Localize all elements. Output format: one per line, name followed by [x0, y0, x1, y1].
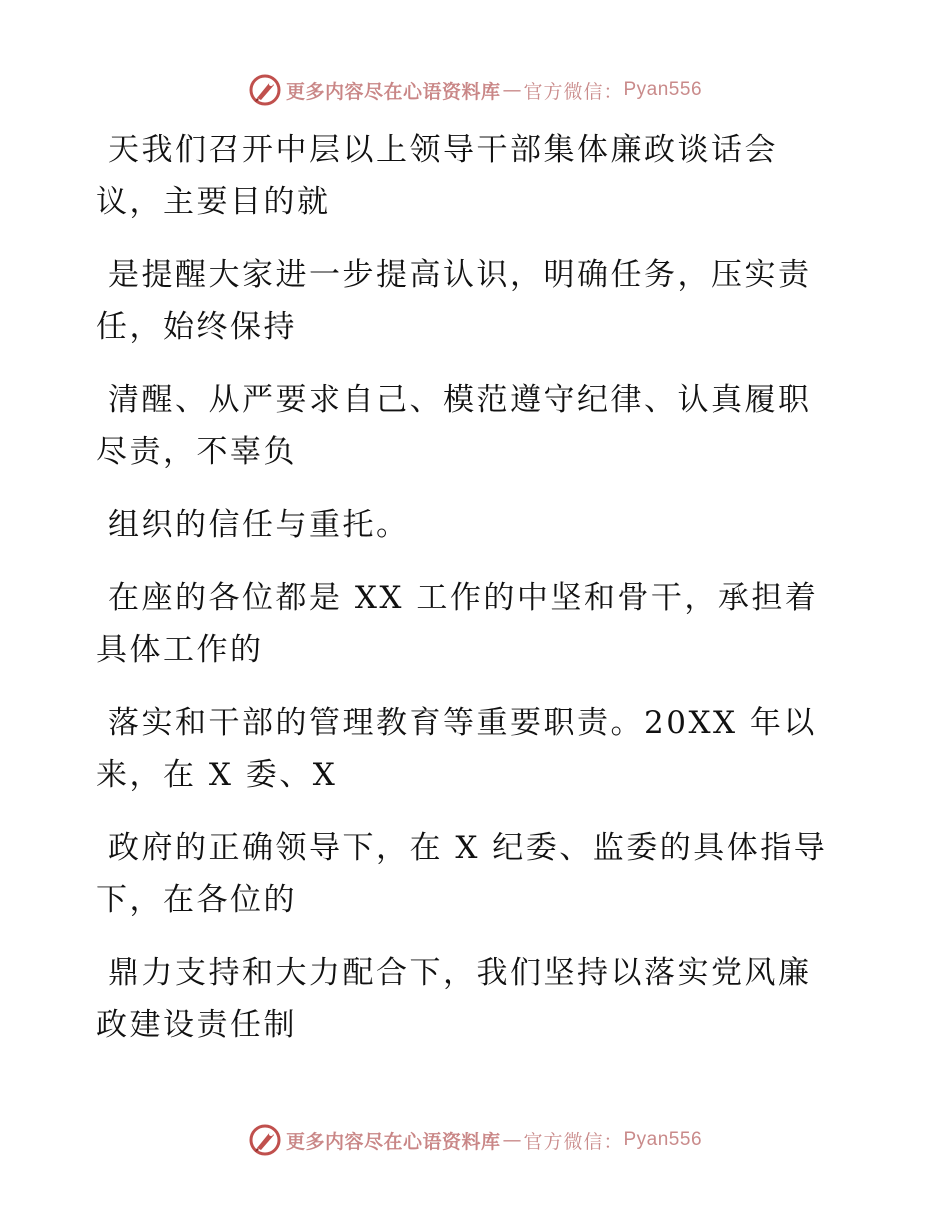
pen-logo-icon [248, 1123, 282, 1157]
paragraph [96, 374, 856, 478]
paragraph-line: 是提醒大家进一步提高认识，明确任务，压实责 [108, 257, 812, 293]
paragraph-line: 在座的各位都是 XX 工作的中坚和骨干，承担着 [108, 580, 819, 616]
document-body [96, 124, 856, 1072]
watermark-label: 官方微信： [523, 1130, 624, 1153]
paragraph-line: 下，在各位的 [96, 882, 297, 918]
paragraph [96, 697, 856, 801]
paragraph-line: 尽责，不辜负 [96, 434, 297, 470]
paragraph-line: 组织的信任与重托。 [108, 507, 410, 543]
paragraph-line: 鼎力支持和大力配合下，我们坚持以落实党风廉 [108, 955, 812, 991]
paragraph-line: 政建设责任制 [96, 1007, 297, 1043]
paragraph-line: 具体工作的 [96, 632, 264, 668]
watermark-label: 官方微信： [523, 80, 624, 103]
paragraph [96, 124, 856, 228]
watermark-brand: 更多内容尽在心语资料库 [285, 1130, 501, 1153]
paragraph [96, 249, 856, 353]
paragraph [96, 499, 856, 551]
paragraph [96, 947, 856, 1051]
watermark-dash: — [502, 79, 522, 101]
paragraph-line: 议，主要目的就 [96, 184, 331, 220]
paragraph-line: 落实和干部的管理教育等重要职责。20XX 年以 [108, 705, 817, 741]
paragraph [96, 822, 856, 926]
watermark-dash: — [502, 1129, 522, 1151]
watermark-brand: 更多内容尽在心语资料库 [285, 80, 501, 103]
header-watermark [0, 70, 950, 110]
paragraph-line: 政府的正确领导下，在 X 纪委、监委的具体指导 [108, 830, 828, 866]
paragraph-line: 任，始终保持 [96, 309, 297, 345]
watermark-wechat-id: Pyan556 [623, 79, 703, 100]
paragraph-line: 天我们召开中层以上领导干部集体廉政谈话会 [108, 132, 778, 168]
paragraph [96, 572, 856, 676]
watermark-wechat-id: Pyan556 [623, 1129, 703, 1150]
paragraph-line: 来，在 X 委、X [96, 757, 338, 793]
pen-logo-icon [248, 73, 282, 107]
paragraph-line: 清醒、从严要求自己、模范遵守纪律、认真履职 [108, 382, 812, 418]
footer-watermark [0, 1120, 950, 1160]
